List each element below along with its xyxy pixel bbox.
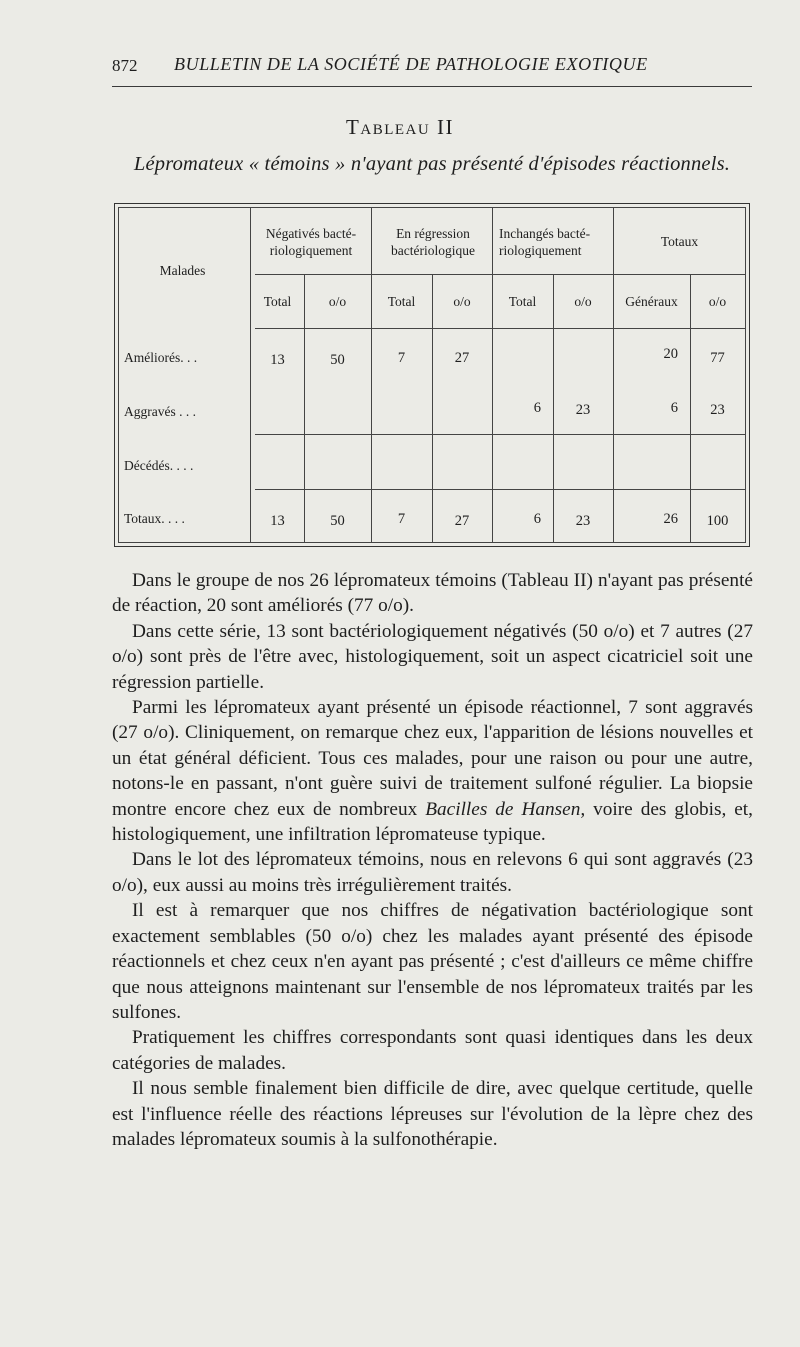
page-number: 872 (112, 56, 138, 75)
subheader-pct: o/o (453, 294, 471, 309)
subheader-total: Total (387, 294, 416, 309)
row-divider (255, 489, 745, 490)
table-cell: 50 (330, 352, 345, 368)
species-name: Bacilles de Hansen, (425, 798, 586, 820)
table-cell: 26 (663, 511, 678, 527)
paragraph: Il est à remarquer que nos chiffres de négativation bactériologique sont exactement semblables (50 o/o) chez les malades ayant présenté des épisode réactionnels et chez ceux n'en ayant pas présenté ; c'est d'ailleurs ce même chiffre que nous atteignons maintenant sur l'ensemble de nos lépromateux traités par les sulfones. (112, 900, 753, 1023)
paragraph: Il nous semble finalement bien difficile de dire, avec quelque certitude, quelle est l'influence réelle des réactions lépreuses sur l'évolution de la lèpre chez des malades lépromateux soumis à la sulfonothérapie. (112, 1078, 753, 1150)
table-cell: 6 (533, 400, 541, 416)
header-negatives: Négativés bacté-riologiquement (265, 226, 357, 258)
table-cell: 27 (454, 350, 470, 366)
col-divider (304, 274, 305, 542)
header-regression: En régression bactériologique (391, 226, 475, 258)
table-cell: 27 (454, 513, 470, 529)
table-cell: 7 (397, 511, 406, 527)
header-rule (112, 86, 752, 87)
paragraph (112, 695, 753, 847)
running-head (112, 54, 752, 80)
table-cell: 20 (663, 346, 678, 362)
row-label-ameliores: Améliorés. . . (124, 350, 198, 365)
row-divider (255, 434, 745, 435)
results-table (114, 203, 750, 547)
paragraph: Dans cette série, 13 sont bactériologiquement négativés (50 o/o) et 7 autres (27 o/o) sont près de l'être avec, histologiquement, soit un aspect cicatriciel soit une régression partielle. (112, 620, 753, 693)
table-cell: 7 (397, 350, 406, 366)
subheader-pct: o/o (328, 294, 347, 309)
subheader-pct: o/o (708, 294, 727, 309)
col-divider (371, 208, 372, 542)
table-cell: 23 (575, 513, 591, 529)
table-cell: 100 (706, 513, 729, 529)
row-label-aggraves: Aggravés . . . (124, 404, 196, 419)
header-inchanges: Inchangés bacté-riologiquement (499, 226, 591, 258)
subheader-total: Total (263, 294, 292, 309)
paragraph: Pratiquement les chiffres correspondants sont quasi identiques dans les deux catégories de malades. (112, 1027, 753, 1074)
table-cell: 13 (270, 352, 285, 368)
table-cell: 23 (710, 402, 725, 418)
table-cell: 13 (270, 513, 285, 529)
col-divider (250, 208, 251, 542)
row-label-totaux: Totaux. . . . (124, 511, 185, 526)
table-cell: 6 (670, 400, 678, 416)
paragraph: Dans le lot des lépromateux témoins, nous en relevons 6 qui sont aggravés (23 o/o), eux aussi au moins très irrégulièrement traités. (112, 849, 753, 896)
table-cell: 23 (575, 402, 591, 418)
paragraph-text: voire des globis, et, histologiquement, une infiltration lépromateuse typique. (112, 798, 753, 846)
table-caption: Lépromateux « témoins » n'ayant pas présenté d'épisodes réactionnels. (133, 153, 731, 175)
table-cell: 50 (330, 513, 345, 529)
row-divider (255, 274, 745, 275)
table-cell: 77 (710, 350, 725, 366)
journal-title: BULLETIN DE LA SOCIÉTÉ DE PATHOLOGIE EXOTIQUE (174, 54, 648, 74)
table-cell: 6 (533, 511, 541, 527)
header-totaux: Totaux (660, 234, 699, 249)
row-divider (255, 328, 745, 329)
col-divider (432, 274, 433, 542)
header-malades: Malades (159, 263, 206, 278)
row-label-decedes: Décédés. . . . (124, 458, 194, 473)
subheader-generaux: Généraux (625, 294, 678, 309)
subheader-total: Total (508, 294, 537, 309)
subheader-pct: o/o (574, 294, 592, 309)
article-body (112, 568, 753, 1152)
table-label: Tableau II (346, 115, 454, 139)
paragraph: Dans le groupe de nos 26 lépromateux témoins (Tableau II) n'ayant pas présenté de réaction, 20 sont améliorés (77 o/o). (112, 570, 753, 617)
paragraph-text: Parmi les lépromateux ayant présenté un épisode réactionnel, 7 sont aggravés (27 o/o). Cliniquement, on remarque chez eux, l'apparition de lésions nouvelles et un état général déficient. Tous ces malades, pour une raison ou pour une autre, notons-le en passant, n'ont guère suivi de traitement sulfoné régulier. La biopsie montre encore chez eux de nombreux (112, 697, 753, 820)
